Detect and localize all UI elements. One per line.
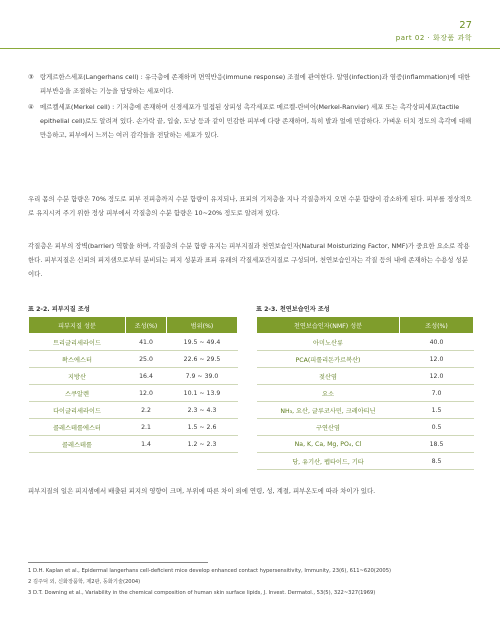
table-cell: Na, K, Ca, Mg, PO₄, Cl: [257, 436, 400, 453]
table-cell: 12.0: [400, 351, 474, 368]
table-cell: 다이글리세라이드: [29, 402, 126, 419]
item-number: ④: [28, 103, 34, 111]
table-header: 범위(%): [167, 317, 238, 334]
table-cell: 지방산: [29, 368, 126, 385]
footnote: 3 D.T. Downing et al., Variability in the chemical composition of human skin surface lipids, J. Invest. Dermatol., 53(5), 322~327(1969): [28, 590, 376, 596]
table-row: [257, 351, 474, 368]
table-row: [257, 334, 474, 351]
list-item: [28, 70, 474, 98]
closing-paragraph: 피부지질의 일은 피지샘에서 배출된 피지의 영향이 크며, 부위에 따른 차이 외에 연령, 성, 계절, 피부온도에 따라 차이가 있다.: [28, 487, 376, 495]
table-header-row: [29, 317, 238, 334]
table-row: [29, 436, 238, 453]
table-cell: PCA(피롤리돈카르복산): [257, 351, 400, 368]
page-number: 27: [459, 20, 472, 31]
table-cell: 1.5 ~ 2.6: [167, 419, 238, 436]
table-header: 피부지질 성분: [29, 317, 126, 334]
paragraph: 우리 몸의 수분 함량은 70% 정도로 피부 진피층까지 수분 함량이 유지되나, 표피의 기저층을 지나 각질층까지 오면 수분 함량이 감소하게 된다. 피부를 정상적으로 유지시켜 주기 위한 정상 피부에서 각질층의 수분 함량은 10~20% 정도로 알려져 있다.: [28, 195, 472, 217]
table-cell: 19.5 ~ 49.4: [167, 334, 238, 351]
table-cell: 요소: [257, 385, 400, 402]
footnote: 1 D.H. Kaplan et al., Epidermal langerhans cell-deficient mice develop enhanced contact hypersensitivity, Immunity, 23(6), 611~620(2005): [28, 568, 392, 574]
table-row: [29, 334, 238, 351]
table-cell: 왁스에스터: [29, 351, 126, 368]
table-row: [257, 402, 474, 419]
table-cell: 7.9 ~ 39.0: [167, 368, 238, 385]
table-header: 조성(%): [126, 317, 167, 334]
table-cell: 스쿠알렌: [29, 385, 126, 402]
table-cell: 10.1 ~ 13.9: [167, 385, 238, 402]
table2-title: 표 2-3. 천연보습인자 조성: [256, 306, 330, 313]
table-cell: NH₃, 요산, 글루코사민, 크레아티닌: [257, 402, 400, 419]
table-cell: 2.2: [126, 402, 167, 419]
item-number: ③: [28, 73, 34, 81]
table-row: [257, 385, 474, 402]
table-cell: 콜레스테롤에스터: [29, 419, 126, 436]
definition-list: [28, 70, 474, 142]
section-header: part 02 · 화장품 과학: [395, 34, 472, 42]
paragraph: 각질층은 피부의 장벽(barrier) 역할을 하며, 각질층의 수분 함량 유지는 피부지질과 천연보습인자(Natural Moisturizing Factor, NMF)가 중요한 요소로 작용한다. 피부지질은 신피의 피지샘으로부터 분비되는 피지 성분과 표피 유래의 각질세포간지질로 구성되며, 천연보습인자는 각질 등의 내에 존재하는 수용성 성분이다.: [28, 242, 470, 278]
table-cell: 7.0: [400, 385, 474, 402]
table-cell: 1.5: [400, 402, 474, 419]
item-text: 메르켈세포(Merkel cell) : 기저층에 존재하며 신경세포가 밀접된 상피성 촉각세포로 메르켈-란비어(Merkel-Ranvier) 세포 또는 촉각상피세포(tactile epithelial cell)로도 알려져 있다. 손가락 끝, 입술, 도낭 등과 같이 민감한 피부에 다량 존재하며, 특히 발과 얼에 민감하다. 가벼운 터치 정도의 촉각에 대해 만응하고, 피부에서 느끼는 여러 감각들을 전달하는 세포가 있다.: [40, 103, 472, 139]
table-cell: 18.5: [400, 436, 474, 453]
table-row: [257, 436, 474, 453]
table-cell: 당, 유기산, 펩타이드, 기타: [257, 453, 400, 470]
table-cell: 1.2 ~ 2.3: [167, 436, 238, 453]
table-cell: 12.0: [400, 368, 474, 385]
table-row: [29, 402, 238, 419]
table-cell: 2.3 ~ 4.3: [167, 402, 238, 419]
table-cell: 16.4: [126, 368, 167, 385]
table-row: [29, 419, 238, 436]
table-cell: 아미노산류: [257, 334, 400, 351]
table-cell: 1.4: [126, 436, 167, 453]
table-row: [29, 385, 238, 402]
table-cell: 트리글리세라이드: [29, 334, 126, 351]
table-header: 천연보습인자(NMF) 성분: [257, 317, 400, 334]
table-cell: 구연산염: [257, 419, 400, 436]
table-cell: 25.0: [126, 351, 167, 368]
table-row: [257, 368, 474, 385]
table-cell: 22.6 ~ 29.5: [167, 351, 238, 368]
list-item: [28, 100, 474, 142]
table-cell: 2.1: [126, 419, 167, 436]
footnote-divider: [28, 562, 208, 563]
table-row: [257, 453, 474, 470]
footnotes: [28, 566, 478, 599]
table-header-row: [257, 317, 474, 334]
table-row: [257, 419, 474, 436]
table-cell: 8.5: [400, 453, 474, 470]
lipid-table: [28, 316, 238, 453]
table-header: 조성(%): [400, 317, 474, 334]
item-text: 랑게르한스세포(Langerhans cell) : 유극층에 존재하며 면역반응(immune response) 조절에 관여한다. 알염(infection)과 염증(inflammation)에 대한 피부반응을 조절하는 기능을 담당하는 세포이다.: [40, 73, 471, 95]
table-cell: 0.5: [400, 419, 474, 436]
table-row: [29, 351, 238, 368]
table1-title: 표 2-2. 피부지질 조성: [28, 306, 90, 313]
table-cell: 콜레스테롤: [29, 436, 126, 453]
footnote: 2 김주덕 외, 신화장품학, 제2판, 동화기술(2004): [28, 579, 141, 585]
table-row: [29, 368, 238, 385]
nmf-table: [256, 316, 474, 470]
table-cell: 41.0: [126, 334, 167, 351]
header-rule: [0, 48, 500, 49]
table-cell: 12.0: [126, 385, 167, 402]
table-cell: 젖산염: [257, 368, 400, 385]
table-cell: 40.0: [400, 334, 474, 351]
